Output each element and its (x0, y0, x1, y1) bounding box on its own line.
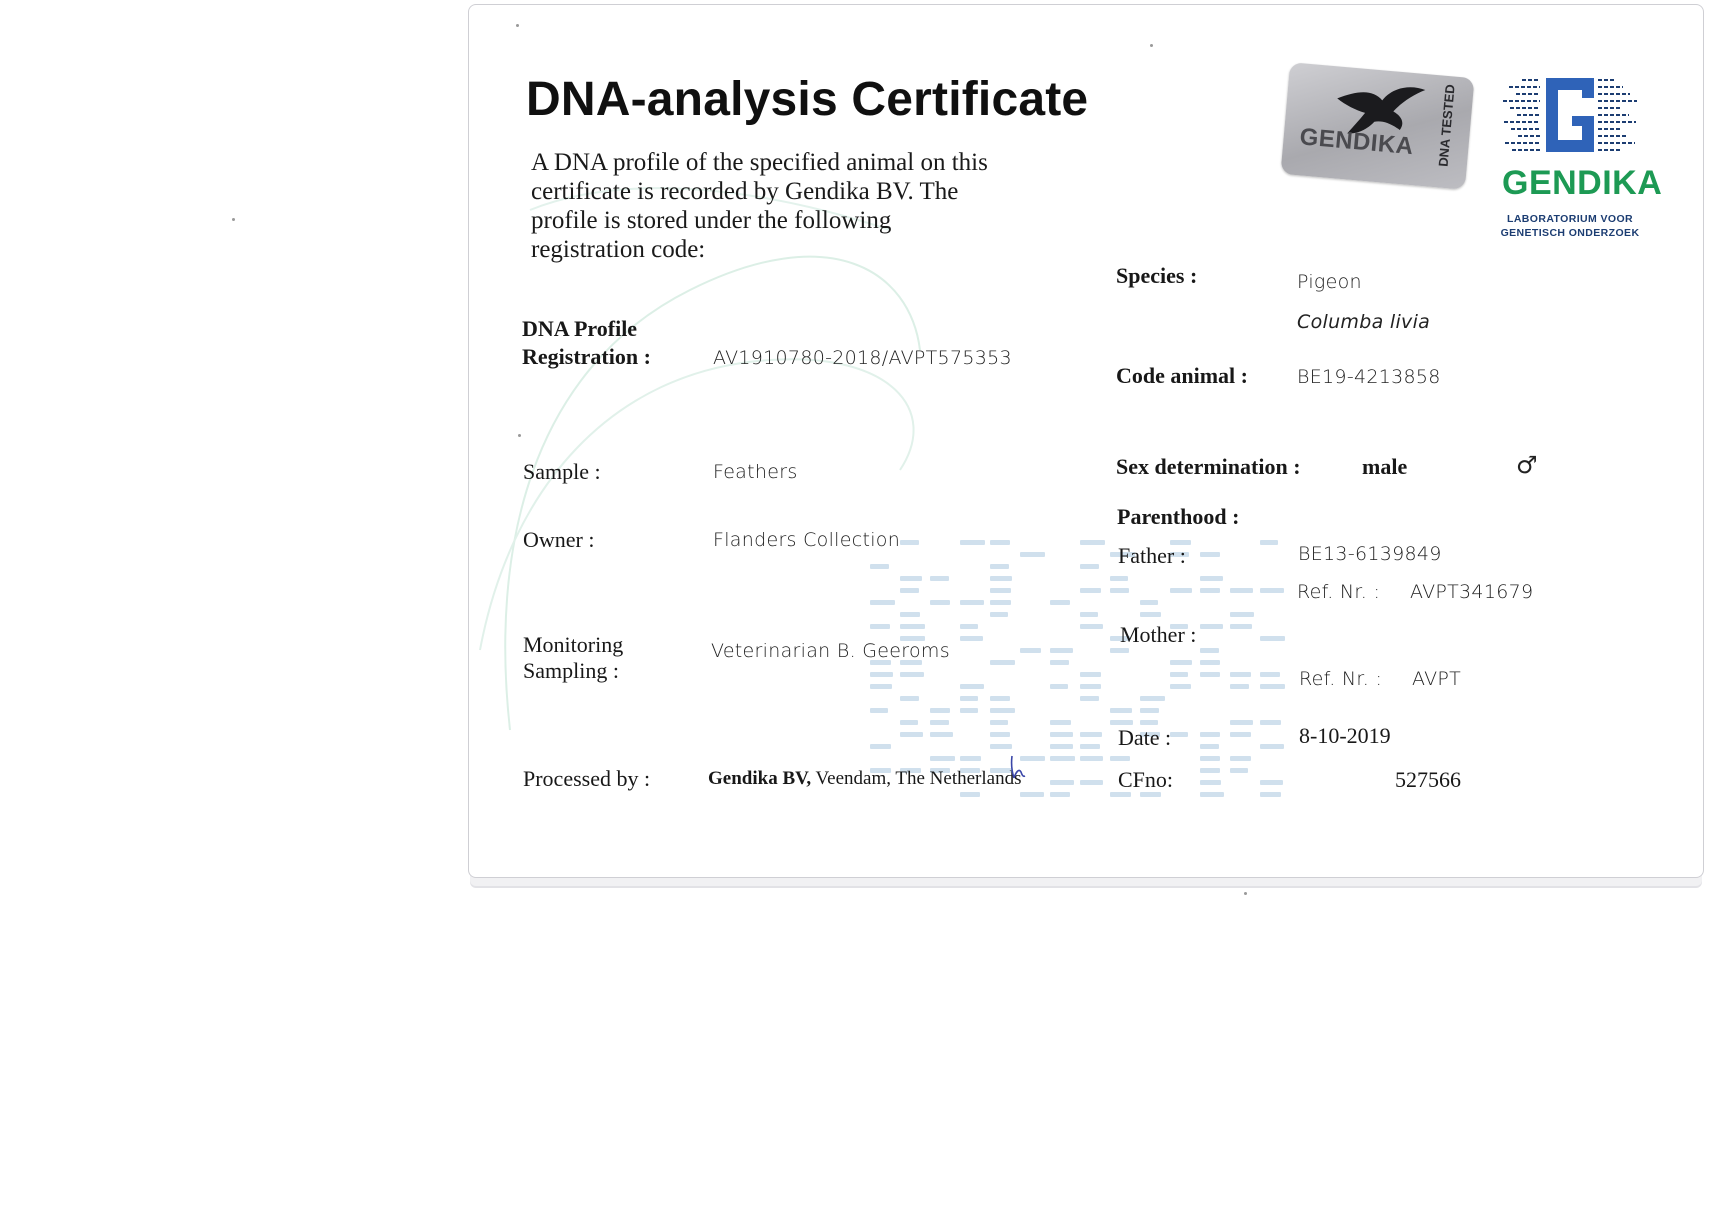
certificate-intro: A DNA profile of the specified animal on this certificate is recorded by Gendika BV. The profile is stored under the following registration code: (531, 149, 988, 263)
watermark-bar (1200, 780, 1221, 785)
species-common: Pigeon (1297, 271, 1362, 293)
certificate-title: DNA-analysis Certificate (526, 73, 1089, 126)
watermark-bar (1050, 720, 1071, 725)
watermark-bar (1260, 672, 1280, 677)
gendika-logo-icon (1502, 76, 1637, 156)
watermark-bar (1050, 792, 1070, 797)
watermark-bar (1260, 636, 1285, 641)
watermark-bar (1020, 552, 1045, 557)
watermark-bar (1170, 684, 1191, 689)
watermark-bar (1260, 780, 1283, 785)
code-label: Code animal : (1116, 363, 1248, 388)
date-value: 8-10-2019 (1299, 723, 1391, 748)
watermark-bar (930, 576, 949, 581)
watermark-bar (990, 696, 1010, 701)
watermark-bar (990, 732, 1010, 737)
watermark-bar (1230, 756, 1251, 761)
watermark-bar (1200, 792, 1224, 797)
monitoring-label-1: Monitoring (523, 632, 624, 657)
watermark-bar (990, 576, 1012, 581)
watermark-bar (1200, 756, 1220, 761)
watermark-bar (1200, 660, 1220, 665)
watermark-bar (1080, 780, 1103, 785)
watermark-bar (1110, 576, 1128, 581)
watermark-bar (1020, 648, 1041, 653)
watermark-bar (1050, 732, 1073, 737)
male-icon: ♂ (1516, 451, 1538, 479)
registration-value: AV1910780-2018/AVPT575353 (713, 347, 1012, 369)
watermark-bar (930, 720, 949, 725)
watermark-bar (1050, 780, 1074, 785)
watermark-bar (960, 540, 985, 545)
watermark-bar (1230, 684, 1249, 689)
watermark-bar (1230, 612, 1254, 617)
watermark-bar (1200, 744, 1219, 749)
sticker-brand: GENDIKA (1298, 123, 1415, 161)
species-latin: Columba livia (1297, 311, 1431, 333)
watermark-bar (1200, 552, 1220, 557)
watermark-bar (900, 732, 923, 737)
watermark-bar (1080, 624, 1103, 629)
watermark-bar (1050, 600, 1070, 605)
owner-value: Flanders Collection (713, 529, 901, 551)
watermark-bar (960, 708, 978, 713)
watermark-bar (1080, 672, 1101, 677)
watermark-bar (990, 744, 1012, 749)
watermark-bar (1050, 744, 1073, 749)
scan-speck (232, 218, 235, 221)
registration-label-1: DNA Profile (522, 316, 638, 341)
father-ref-label: Ref. Nr. : (1297, 581, 1381, 603)
watermark-bar (1050, 648, 1073, 653)
species-label: Species : (1116, 263, 1198, 288)
mother-label: Mother : (1120, 622, 1197, 647)
watermark-bar (1230, 672, 1251, 677)
watermark-bar (990, 540, 1010, 545)
watermark-bar (990, 588, 1011, 593)
watermark-bar (900, 672, 924, 677)
watermark-bar (990, 708, 1015, 713)
watermark-bar (1170, 660, 1192, 665)
watermark-bar (1170, 672, 1188, 677)
watermark-bar (1140, 600, 1158, 605)
watermark-bar (1260, 720, 1281, 725)
watermark-bar (1170, 588, 1192, 593)
father-value: BE13-6139849 (1298, 543, 1442, 565)
watermark-bar (960, 636, 983, 641)
watermark-bar (990, 660, 1015, 665)
watermark-bar (1260, 540, 1278, 545)
watermark-bar (1080, 564, 1099, 569)
sample-label: Sample : (523, 459, 601, 484)
logo-g-block (1546, 78, 1594, 152)
watermark-bar (1260, 744, 1284, 749)
watermark-bar (870, 600, 895, 605)
monitoring-label-2: Sampling : (523, 658, 619, 683)
watermark-bar (1230, 624, 1252, 629)
watermark-bar (1200, 624, 1223, 629)
watermark-bar (870, 564, 889, 569)
watermark-bar (1230, 720, 1253, 725)
watermark-bar (1050, 684, 1068, 689)
dna-tested-sticker (1280, 62, 1474, 190)
watermark-bar (1260, 684, 1285, 689)
scan-speck (516, 24, 519, 27)
watermark-bar (900, 588, 919, 593)
watermark-bar (1140, 696, 1165, 701)
watermark-bar (1080, 696, 1099, 701)
watermark-bar (1110, 648, 1129, 653)
watermark-bar (990, 600, 1011, 605)
watermark-bar (930, 756, 955, 761)
watermark-bar (870, 672, 893, 677)
logo-subtitle-line2: GENETISCH ONDERZOEK (1500, 227, 1640, 239)
watermark-bar (1200, 732, 1220, 737)
watermark-bar (960, 624, 978, 629)
watermark-bar (1080, 588, 1101, 593)
cfno-label: CFno: (1118, 767, 1174, 792)
code-value: BE19-4213858 (1297, 366, 1441, 388)
watermark-bar (930, 600, 950, 605)
watermark-bar (1080, 684, 1101, 689)
watermark-bar (960, 684, 984, 689)
watermark-bar (990, 612, 1008, 617)
watermark-bar (930, 708, 950, 713)
processed-label: Processed by : (523, 766, 651, 791)
watermark-bar (1080, 756, 1103, 761)
logo-name: GENDIKA (1502, 164, 1663, 202)
watermark-bar (1050, 756, 1075, 761)
processed-value (708, 768, 1022, 790)
scan-speck (1150, 44, 1153, 47)
watermark-bar (960, 792, 980, 797)
watermark-bar (1200, 768, 1220, 773)
scan-speck (1244, 892, 1247, 895)
watermark-bar (900, 624, 925, 629)
processed-company: Gendika BV, (708, 768, 812, 789)
father-label: Father : (1118, 543, 1186, 568)
mother-ref-value: AVPT (1412, 668, 1462, 690)
watermark-bar (1080, 612, 1098, 617)
signature-mark (1008, 754, 1028, 780)
watermark-bar (1170, 732, 1188, 737)
watermark-bar (1260, 792, 1281, 797)
watermark-bar (1110, 588, 1129, 593)
scan-speck (518, 434, 521, 437)
watermark-bar (990, 564, 1009, 569)
watermark-bar (900, 612, 920, 617)
processed-location: Veendam, The Netherlands (811, 768, 1022, 789)
watermark-bar (870, 708, 888, 713)
watermark-bar (870, 624, 890, 629)
father-ref-value: AVPT341679 (1410, 581, 1534, 603)
monitoring-value: Veterinarian B. Geeroms (711, 640, 950, 662)
watermark-bar (1080, 540, 1105, 545)
watermark-bar (960, 756, 981, 761)
watermark-bar (1200, 576, 1223, 581)
logo-subtitle-line1: LABORATORIUM VOOR (1507, 213, 1633, 225)
watermark-bar (1110, 708, 1132, 713)
watermark-bar (1080, 744, 1100, 749)
watermark-bar (900, 720, 918, 725)
registration-label-2: Registration : (522, 344, 651, 369)
watermark-bar (1200, 588, 1220, 593)
watermark-bar (990, 720, 1008, 725)
watermark-bar (1260, 588, 1284, 593)
sex-label: Sex determination : (1116, 454, 1301, 479)
sticker-tag: DNA TESTED (1435, 83, 1459, 168)
watermark-bar (1230, 768, 1248, 773)
watermark-bar (1080, 732, 1102, 737)
owner-label: Owner : (523, 527, 595, 552)
sample-value: Feathers (713, 461, 798, 483)
watermark-bar (1110, 756, 1130, 761)
watermark-bar (870, 744, 891, 749)
watermark-bar (900, 696, 919, 701)
watermark-bar (1230, 732, 1251, 737)
watermark-bar (1140, 708, 1159, 713)
watermark-bar (1020, 792, 1044, 797)
sex-value: male (1362, 454, 1408, 479)
watermark-bar (900, 540, 919, 545)
logo-subtitle (1500, 212, 1640, 240)
parenthood-label: Parenthood : (1117, 504, 1240, 529)
watermark-bar (1200, 648, 1219, 653)
mother-ref-label: Ref. Nr. : (1299, 668, 1383, 690)
watermark-bar (930, 732, 953, 737)
watermark-bar (900, 576, 922, 581)
watermark-bar (1140, 612, 1161, 617)
watermark-bar (960, 600, 984, 605)
cfno-value: 527566 (1395, 767, 1461, 792)
date-label: Date : (1118, 725, 1172, 750)
watermark-bar (960, 696, 978, 701)
watermark-bar (870, 684, 892, 689)
watermark-bar (1230, 588, 1253, 593)
watermark-bar (1050, 660, 1069, 665)
watermark-bar (1200, 672, 1220, 677)
